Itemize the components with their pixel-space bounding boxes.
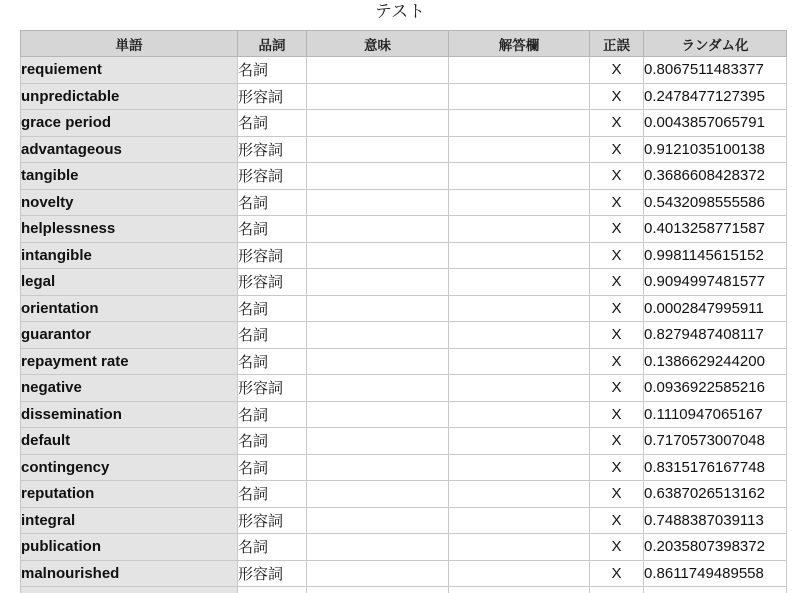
word-cell[interactable]: default [21, 428, 238, 455]
table-row [21, 587, 787, 593]
answer-cell[interactable] [449, 163, 590, 190]
correctness-cell[interactable]: X [590, 375, 644, 402]
correctness-cell[interactable]: X [590, 428, 644, 455]
word-cell[interactable]: tangible [21, 163, 238, 190]
word-cell[interactable]: orientation [21, 295, 238, 322]
word-cell[interactable]: advantageous [21, 136, 238, 163]
table-row [21, 163, 787, 190]
meaning-cell[interactable] [307, 295, 449, 322]
answer-cell[interactable] [449, 481, 590, 508]
part-of-speech-cell[interactable]: 名詞 [238, 401, 307, 428]
word-cell[interactable]: integral [21, 507, 238, 534]
random-value-cell[interactable]: 0.0936922585216 [644, 375, 787, 402]
part-of-speech-cell[interactable]: 名詞 [238, 110, 307, 137]
meaning-cell[interactable] [307, 534, 449, 561]
random-value-cell[interactable]: 0.5432098555586 [644, 189, 787, 216]
word-cell[interactable]: helplessness [21, 216, 238, 243]
random-value-cell[interactable]: 0.8067511483377 [644, 57, 787, 84]
meaning-cell[interactable] [307, 83, 449, 110]
part-of-speech-cell[interactable]: 形容詞 [238, 163, 307, 190]
answer-cell[interactable] [449, 401, 590, 428]
correctness-cell[interactable]: X [590, 110, 644, 137]
random-value-cell[interactable]: 0.8611749489558 [644, 560, 787, 587]
table-row [21, 507, 787, 534]
answer-cell[interactable] [449, 189, 590, 216]
sheet-title: テスト [374, 2, 426, 22]
answer-cell[interactable] [449, 57, 590, 84]
correctness-cell[interactable]: X [590, 163, 644, 190]
answer-cell[interactable] [449, 587, 590, 593]
random-value-cell[interactable]: 0.0043857065791 [644, 110, 787, 137]
meaning-cell[interactable] [307, 110, 449, 137]
table-row [21, 534, 787, 561]
table-row [21, 428, 787, 455]
part-of-speech-cell[interactable]: 形容詞 [238, 136, 307, 163]
word-cell[interactable]: malnourished [21, 560, 238, 587]
meaning-cell[interactable] [307, 454, 449, 481]
meaning-cell[interactable] [307, 560, 449, 587]
correctness-cell[interactable]: X [590, 216, 644, 243]
part-of-speech-cell[interactable]: 形容詞 [238, 269, 307, 296]
vocabulary-table [20, 30, 787, 593]
part-of-speech-cell[interactable]: 名詞 [238, 428, 307, 455]
part-of-speech-cell[interactable]: 名詞 [238, 348, 307, 375]
meaning-cell[interactable] [307, 189, 449, 216]
meaning-cell[interactable] [307, 216, 449, 243]
random-value-cell[interactable]: 0.7488387039113 [644, 507, 787, 534]
meaning-cell[interactable] [307, 481, 449, 508]
correctness-cell[interactable]: X [590, 136, 644, 163]
part-of-speech-cell[interactable]: 形容詞 [238, 83, 307, 110]
answer-cell[interactable] [449, 216, 590, 243]
random-value-cell[interactable]: 0.9981145615152 [644, 242, 787, 269]
part-of-speech-cell[interactable]: 名詞 [238, 216, 307, 243]
header-row [21, 31, 787, 57]
answer-cell[interactable] [449, 534, 590, 561]
random-value-cell[interactable]: 0.1386629244200 [644, 348, 787, 375]
answer-cell[interactable] [449, 428, 590, 455]
part-of-speech-cell[interactable]: 形容詞 [238, 507, 307, 534]
part-of-speech-cell[interactable]: 名詞 [238, 322, 307, 349]
correctness-cell[interactable]: X [590, 401, 644, 428]
answer-cell[interactable] [449, 83, 590, 110]
correctness-cell[interactable]: X [590, 560, 644, 587]
part-of-speech-cell[interactable]: 形容詞 [238, 242, 307, 269]
meaning-cell[interactable] [307, 269, 449, 296]
meaning-cell[interactable] [307, 348, 449, 375]
table-row [21, 136, 787, 163]
part-of-speech-cell[interactable]: 名詞 [238, 534, 307, 561]
random-value-cell[interactable]: 0.3686608428372 [644, 163, 787, 190]
answer-cell[interactable] [449, 322, 590, 349]
part-of-speech-cell[interactable]: 名詞 [238, 295, 307, 322]
meaning-cell[interactable] [307, 163, 449, 190]
table-row [21, 83, 787, 110]
table-row [21, 454, 787, 481]
meaning-cell[interactable] [307, 136, 449, 163]
meaning-cell[interactable] [307, 375, 449, 402]
meaning-cell[interactable] [307, 242, 449, 269]
part-of-speech-cell[interactable]: 形容詞 [238, 560, 307, 587]
word-cell[interactable]: grace period [21, 110, 238, 137]
random-value-cell[interactable]: 0.8279487408117 [644, 322, 787, 349]
word-cell[interactable]: requiement [21, 57, 238, 84]
correctness-cell[interactable]: X [590, 269, 644, 296]
word-cell[interactable]: legal [21, 269, 238, 296]
answer-cell[interactable] [449, 110, 590, 137]
answer-cell[interactable] [449, 507, 590, 534]
correctness-cell[interactable] [590, 587, 644, 593]
table-row [21, 242, 787, 269]
part-of-speech-cell[interactable]: 名詞 [238, 454, 307, 481]
correctness-cell[interactable]: X [590, 348, 644, 375]
word-cell[interactable]: dissemination [21, 401, 238, 428]
correctness-cell[interactable]: X [590, 57, 644, 84]
header-answer[interactable]: 解答欄 [449, 31, 590, 57]
random-value-cell[interactable]: 0.9094997481577 [644, 269, 787, 296]
word-cell[interactable]: guarantor [21, 322, 238, 349]
meaning-cell[interactable] [307, 57, 449, 84]
correctness-cell[interactable]: X [590, 534, 644, 561]
table-row [21, 375, 787, 402]
part-of-speech-cell[interactable]: 形容詞 [238, 375, 307, 402]
part-of-speech-cell[interactable]: 名詞 [238, 189, 307, 216]
answer-cell[interactable] [449, 454, 590, 481]
part-of-speech-cell[interactable]: 名詞 [238, 57, 307, 84]
answer-cell[interactable] [449, 295, 590, 322]
header-meaning[interactable]: 意味 [307, 31, 449, 57]
random-value-cell[interactable]: 0.7170573007048 [644, 428, 787, 455]
meaning-cell[interactable] [307, 428, 449, 455]
word-cell[interactable]: intangible [21, 242, 238, 269]
meaning-cell[interactable] [307, 322, 449, 349]
random-value-cell[interactable]: 0.1110947065167 [644, 401, 787, 428]
table-row [21, 57, 787, 84]
answer-cell[interactable] [449, 560, 590, 587]
table-row [21, 295, 787, 322]
random-value-cell[interactable] [644, 587, 787, 593]
table-row [21, 481, 787, 508]
header-correctness[interactable]: 正誤 [590, 31, 644, 57]
correctness-cell[interactable]: X [590, 454, 644, 481]
random-value-cell[interactable]: 0.2478477127395 [644, 83, 787, 110]
table-row [21, 216, 787, 243]
table-row [21, 269, 787, 296]
word-cell[interactable]: reputation [21, 481, 238, 508]
meaning-cell[interactable] [307, 507, 449, 534]
meaning-cell[interactable] [307, 401, 449, 428]
table-row [21, 401, 787, 428]
word-cell[interactable]: contingency [21, 454, 238, 481]
random-value-cell[interactable]: 0.6387026513162 [644, 481, 787, 508]
table-row [21, 110, 787, 137]
correctness-cell[interactable]: X [590, 295, 644, 322]
header-part-of-speech[interactable]: 品詞 [238, 31, 307, 57]
meaning-cell[interactable] [307, 587, 449, 593]
random-value-cell[interactable]: 0.8315176167748 [644, 454, 787, 481]
header-word[interactable]: 単語 [21, 31, 238, 57]
correctness-cell[interactable]: X [590, 242, 644, 269]
answer-cell[interactable] [449, 269, 590, 296]
table-row [21, 189, 787, 216]
word-cell[interactable]: negative [21, 375, 238, 402]
word-cell[interactable] [21, 587, 238, 593]
random-value-cell[interactable]: 0.9121035100138 [644, 136, 787, 163]
table-row [21, 322, 787, 349]
header-randomize[interactable]: ランダム化 [644, 31, 787, 57]
correctness-cell[interactable]: X [590, 322, 644, 349]
part-of-speech-cell[interactable]: 名詞 [238, 481, 307, 508]
correctness-cell[interactable]: X [590, 507, 644, 534]
table-row [21, 348, 787, 375]
word-cell[interactable]: repayment rate [21, 348, 238, 375]
part-of-speech-cell[interactable] [238, 587, 307, 593]
answer-cell[interactable] [449, 136, 590, 163]
correctness-cell[interactable]: X [590, 83, 644, 110]
answer-cell[interactable] [449, 348, 590, 375]
table-body [21, 57, 787, 593]
word-cell[interactable]: unpredictable [21, 83, 238, 110]
word-cell[interactable]: publication [21, 534, 238, 561]
table-row [21, 560, 787, 587]
random-value-cell[interactable]: 0.4013258771587 [644, 216, 787, 243]
correctness-cell[interactable]: X [590, 189, 644, 216]
random-value-cell[interactable]: 0.0002847995911 [644, 295, 787, 322]
answer-cell[interactable] [449, 375, 590, 402]
answer-cell[interactable] [449, 242, 590, 269]
word-cell[interactable]: novelty [21, 189, 238, 216]
correctness-cell[interactable]: X [590, 481, 644, 508]
random-value-cell[interactable]: 0.2035807398372 [644, 534, 787, 561]
spreadsheet-grid[interactable] [20, 30, 800, 593]
